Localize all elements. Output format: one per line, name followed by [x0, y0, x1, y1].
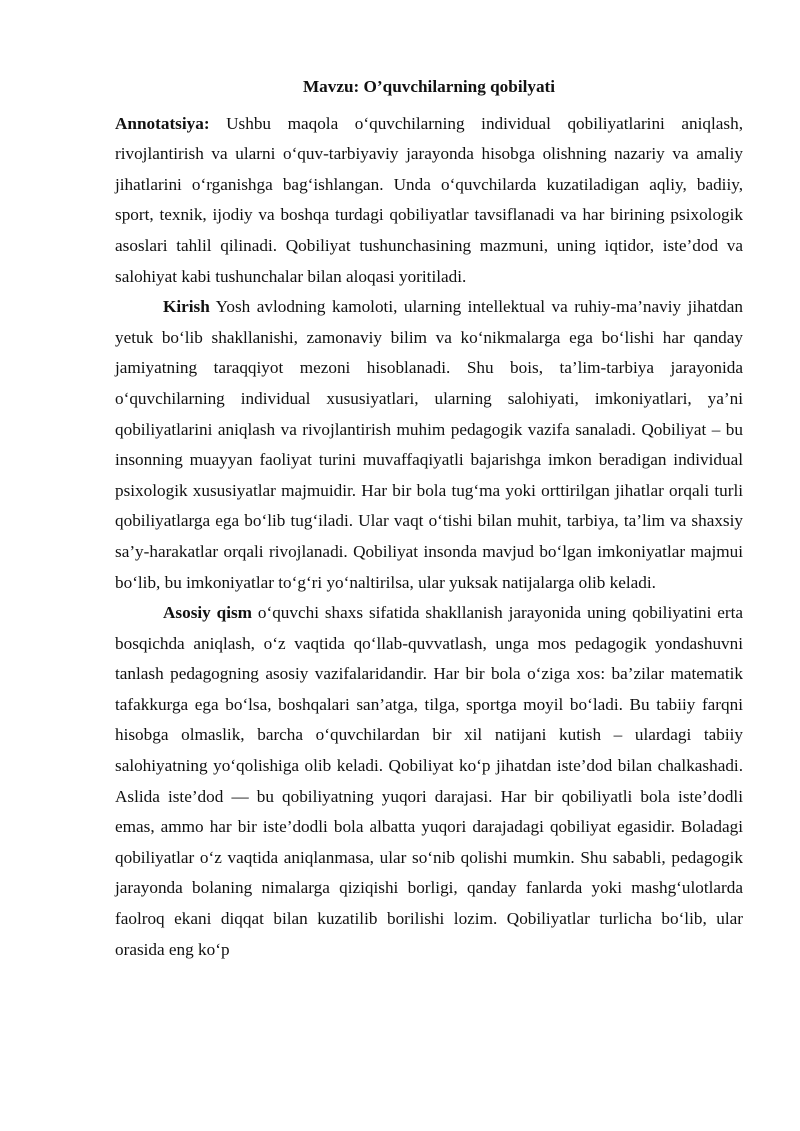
introduction-paragraph — [115, 292, 743, 598]
main-part-text: o‘quvchi shaxs sifatida shakllanish jarayonida uning qobiliyatini erta bosqichda aniqlash, o‘z vaqtida qo‘llab-quvvatlash, unga mos pedagogik yondashuvni tanlash pedagogning asosiy vazifalaridandir. Har bir bola o‘ziga xos: ba’zilar matematik tafakkurga ega bo‘lsa, boshqalari san’atga, tilga, sportga moyil bo‘ladi. Bu tabiiy farqni hisobga olmaslik, barcha o‘quvchilardan bir xil natijani kutish – ulardagi tabiiy salohiyatning yo‘qolishiga olib keladi. Qobiliyat ko‘p jihatdan iste’dod bilan chalkashadi. Aslida iste’dod — bu qobiliyatning yuqori darajasi. Har bir qobiliyatli bola iste’dodli emas, ammo har bir iste’dodli bola albatta yuqori darajadagi qobiliyat egasidir. Boladagi qobiliyatlar o‘z vaqtida aniqlanmasa, ular so‘nib qolishi mumkin. Shu sababli, pedagogik jarayonda bolaning nimalarga qiziqishi borligi, qanday fanlarda yoki mashg‘ulotlarda faolroq ekani diqqat bilan kuzatilib borilishi lozim. Qobiliyatlar turlicha bo‘lib, ular orasida eng ko‘p — [115, 603, 744, 959]
annotation-text: Ushbu maqola o‘quvchilarning individual qobiliyatlarini aniqlash, rivojlantirish va ularni o‘quv-tarbiyaviy jarayonda hisobga olishning nazariy va amaliy jihatlarini o‘rganishga bag‘ishlangan. Unda o‘quvchilarda kuzatiladigan aqliy, badiiy, sport, texnik, ijodiy va boshqa turdagi qobiliyatlar tavsiflanadi va har birining psixologik asoslari tahlil qilinadi. Qobiliyat tushunchasining mazmuni, uning iqtidor, iste’dod va salohiyat kabi tushunchalar bilan aloqasi yoritiladi. — [115, 113, 743, 286]
introduction-label: Kirish — [163, 297, 210, 317]
main-part-label: Asosiy qism — [163, 603, 252, 623]
annotation-paragraph — [115, 109, 743, 293]
document-title: Mavzu: O’quvchilarning qobilyati — [302, 77, 556, 96]
introduction-text: Yosh avlodning kamoloti, ularning intellektual va ruhiy-ma’naviy jihatdan yetuk bo‘lib shakllanishi, zamonaviy bilim va ko‘nikmalarga ega bo‘lishi har qanday jamiyatning taraqqiyot mezoni hisoblanadi. Shu bois, ta’lim-tarbiya jarayonida o‘quvchilarning individual xususiyatlari, ularning salohiyati, imkoniyatlari, ya’ni qobiliyatlarini aniqlash va rivojlantirish muhim pedagogik vazifa sanaladi. Qobiliyat – bu insonning muayyan faoliyat turini muvaffaqiyatli bajarishga imkon beradigan individual psixologik xususiyatlar majmuidir. Har bir bola tug‘ma yoki orttirilgan jihatlar orqali turli qobiliyatlarga ega bo‘lib tug‘iladi. Ular vaqt o‘tishi bilan muhit, tarbiya, ta’lim va shaxsiy sa’y-harakatlar orqali rivojlanadi. Qobiliyat insonda mavjud bo‘lgan imkoniyatlar majmui bo‘lib, bu imkoniyatlar to‘g‘ri yo‘naltirilsa, ular yuksak natijalarga olib keladi. — [115, 297, 743, 592]
main-part-paragraph — [115, 598, 743, 965]
annotation-label: Annotatsiya: — [115, 113, 210, 133]
